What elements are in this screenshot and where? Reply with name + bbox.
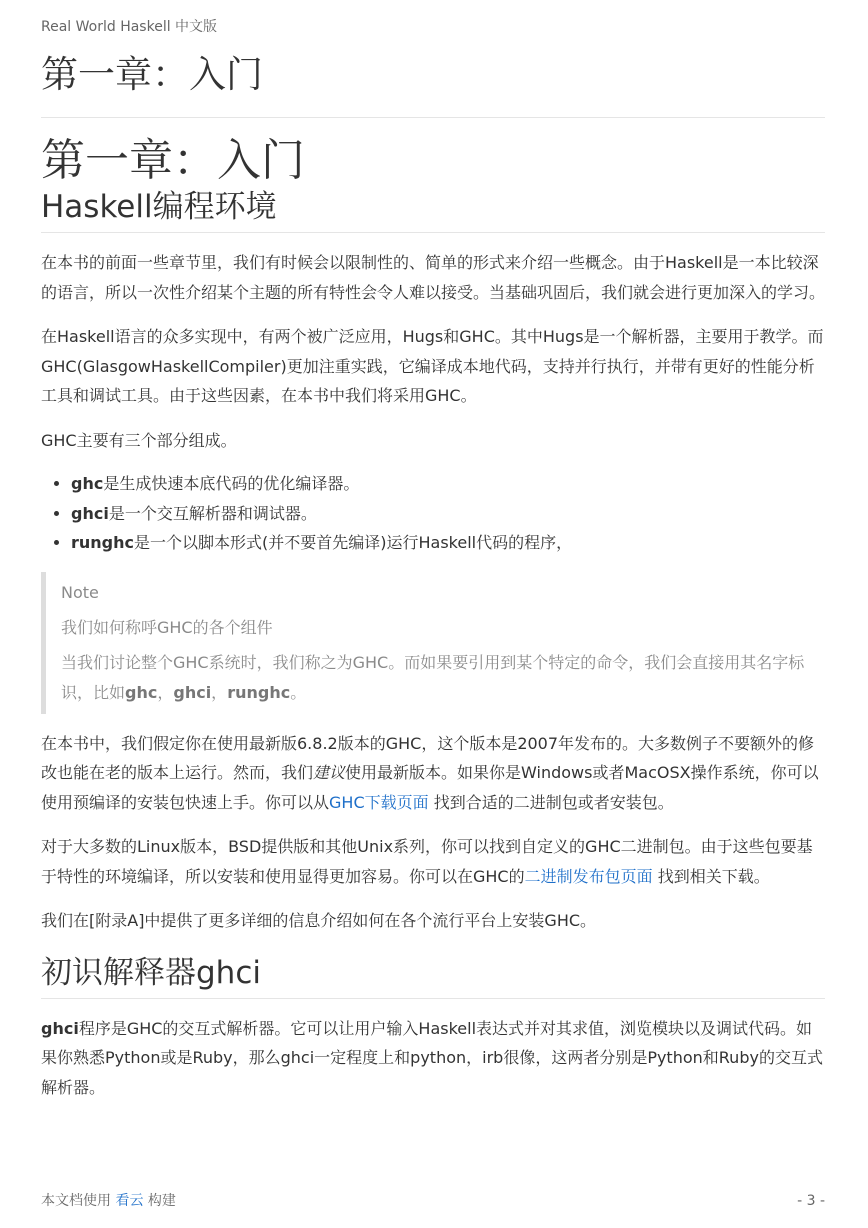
paragraph-intro: 在本书的前面一些章节里，我们有时候会以限制性的、简单的形式来介绍一些概念。由于Haskell是一本比较深的语言，所以一次性介绍某个主题的所有特性会令人难以接受。当基础巩固后，我们就会进行更加深入的学习。 <box>41 253 826 302</box>
list-item-term: ghc <box>71 474 104 493</box>
chapter-title: 第一章：入门 <box>41 53 263 96</box>
binary-release-link[interactable]: 二进制发布包页面 <box>524 866 653 886</box>
note-text: 当我们讨论整个GHC系统时，我们称之为GHC。而如果要引用到某个特定的命令，我们会直接用其名字标识，比如 <box>61 652 805 702</box>
page-number: - 3 - <box>797 1193 825 1209</box>
title-divider <box>41 117 825 118</box>
ghci-term: ghci <box>41 1018 79 1038</box>
paragraph-version <box>41 729 825 818</box>
note-callout <box>41 572 825 714</box>
paragraph-linux-text: 对于大多数的Linux版本，BSD提供版和其他Unix系列，你可以找到自定义的GHC二进制包。由于这些包要基于特性的环境编译，所以安装和使用显得更加容易。你可以在GHC的 <box>41 837 813 886</box>
list-item-term: ghci <box>71 503 109 523</box>
note-separator: ， <box>157 682 174 702</box>
paragraph-version-text-3: 找到合适的二进制包或者安装包。 <box>428 792 674 812</box>
paragraph-appendix: 我们在[附录A]中提供了更多详细的信息介绍如何在各个流行平台上安装GHC。 <box>41 911 597 930</box>
list-item <box>71 528 825 558</box>
running-header: Real World Haskell 中文版 <box>41 19 218 35</box>
note-separator: ， <box>211 682 228 702</box>
kancloud-link[interactable]: 看云 <box>115 1193 144 1209</box>
list-item-text: 是一个以脚本形式(并不要首先编译)运行Haskell代码的程序， <box>134 533 573 552</box>
paragraph-linux <box>41 832 825 891</box>
note-term-runghc: runghc <box>227 682 291 702</box>
heading-haskell-env: Haskell编程环境 <box>41 186 825 233</box>
paragraph-implementations: 在Haskell语言的众多实现中，有两个被广泛应用，Hugs和GHC。其中Hugs是一个解析器，主要用于教学。而GHC(GlasgowHaskellCompiler)更加注重实践，它编译成本地代码，支持并行执行，并带有更好的性能分析工具和调试工具。由于这些因素，在本书中我们将采用GHC。 <box>41 327 824 405</box>
note-body <box>61 648 825 708</box>
list-item-term: runghc <box>71 533 134 552</box>
note-end: 。 <box>290 682 307 702</box>
footer-suffix: 构建 <box>143 1193 176 1209</box>
list-item-text: 是一个交互解析器和调试器。 <box>108 503 317 523</box>
paragraph-version-text-2: 使用最新版本。如果你是Windows或者MacOSX操作系统，你可以使用预编译的安装包快速上手。你可以从 <box>41 763 819 812</box>
list-item <box>71 469 825 499</box>
list-item <box>71 499 825 529</box>
ghc-download-link[interactable]: GHC下载页面 <box>329 792 429 812</box>
heading-ghci: 初识解释器ghci <box>41 952 825 999</box>
paragraph-ghci-text: 程序是GHC的交互式解析器。它可以让用户输入Haskell表达式并对其求值，浏览模块以及调试代码。如果你熟悉Python或是Ruby，那么ghci一定程度上和python，irb很像，这两者分别是Python和Ruby的交互式解析器。 <box>41 1018 823 1097</box>
note-term-ghci: ghci <box>173 682 212 702</box>
emphasis-recommend: 建议 <box>313 763 346 782</box>
list-item-text: 是生成快速本底代码的优化编译器。 <box>103 474 360 493</box>
section-title: 第一章：入门 <box>41 135 305 186</box>
note-label: Note <box>61 582 99 602</box>
paragraph-ghc-parts: GHC主要有三个部分组成。 <box>41 430 237 450</box>
page-footer <box>41 1191 825 1211</box>
note-subtitle: 我们如何称呼GHC的各个组件 <box>61 617 273 637</box>
ghc-components-list <box>41 469 825 558</box>
note-term-ghc: ghc <box>125 682 158 702</box>
footer-prefix: 本文档使用 <box>41 1193 116 1209</box>
document-page <box>41 0 825 1102</box>
paragraph-ghci <box>41 1014 825 1103</box>
paragraph-linux-text-2: 找到相关下载。 <box>652 866 770 886</box>
paragraph-version-text: 在本书中，我们假定你在使用最新版6.8.2版本的GHC，这个版本是2007年发布的。大多数例子不要额外的修改也能在老的版本上运行。然而，我们 <box>41 733 815 782</box>
